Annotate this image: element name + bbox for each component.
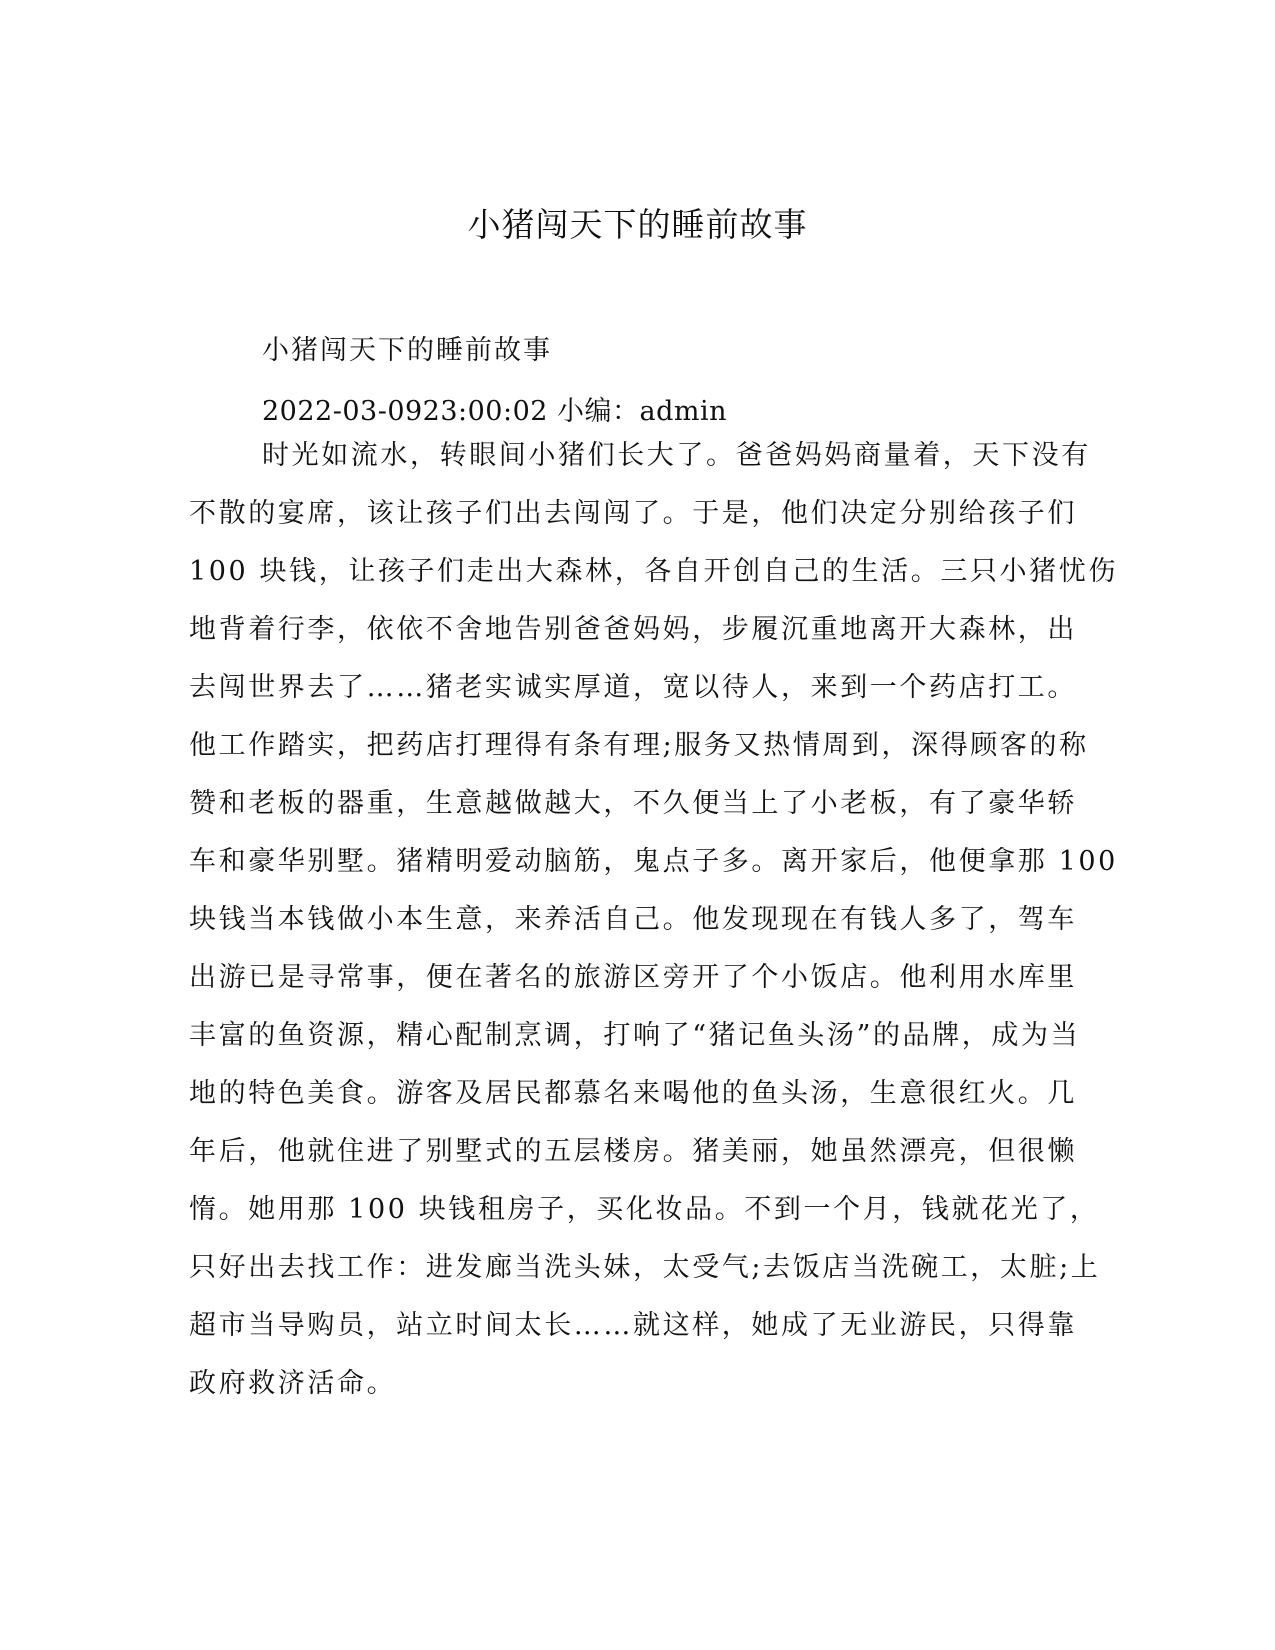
article-date-author: 2022-03-0923:00:02 小编：admin [262,396,728,427]
paragraph-line: 不散的宴席，该让孩子们出去闯闯了。于是，他们决定分别给孩子们 [189,498,1077,529]
paragraph-line: 出游已是寻常事，便在著名的旅游区旁开了个小饭店。他利用水库里 [189,962,1077,993]
paragraph-line: 地的特色美食。游客及居民都慕名来喝他的鱼头汤，生意很红火。几 [189,1078,1077,1109]
paragraph-line: 车和豪华别墅。猪精明爱动脑筋，鬼点子多。离开家后，他便拿那 100 [189,846,1118,877]
paragraph-line: 赞和老板的器重，生意越做越大，不久便当上了小老板，有了豪华轿 [189,788,1077,819]
article-title: 小猪闯天下的睡前故事 [262,335,552,366]
paragraph-line: 丰富的鱼资源，精心配制烹调，打响了“猪记鱼头汤”的品牌，成为当 [189,1020,1081,1051]
paragraph-line: 去闯世界去了……猪老实诚实厚道，宽以待人，来到一个药店打工。 [189,672,1077,703]
paragraph-line: 块钱当本钱做小本生意，来养活自己。他发现现在有钱人多了，驾车 [189,904,1077,935]
paragraph-line: 政府救济活命。 [189,1368,397,1399]
paragraph-line: 年后，他就住进了别墅式的五层楼房。猪美丽，她虽然漂亮，但很懒 [189,1136,1077,1167]
paragraph-line: 只好出去找工作：进发廊当洗头妹，太受气;去饭店当洗碗工，太脏;上 [189,1252,1101,1283]
paragraph-line: 惰。她用那 100 块钱租房子，买化妆品。不到一个月，钱就花光了， [189,1194,1100,1225]
paragraph-line: 100 块钱，让孩子们走出大森林，各自开创自己的生活。三只小猪忧伤 [189,556,1118,587]
paragraph-line: 时光如流水，转眼间小猪们长大了。爸爸妈妈商量着，天下没有 [262,440,1091,471]
paragraph-line: 地背着行李，依依不舍地告别爸爸妈妈，步履沉重地离开大森林，出 [189,614,1077,645]
paragraph-line: 他工作踏实，把药店打理得有条有理;服务又热情周到，深得顾客的称 [189,730,1089,761]
document-title: 小猪闯天下的睡前故事 [467,205,808,244]
paragraph-line: 超市当导购员，站立时间太长……就这样，她成了无业游民，只得靠 [189,1310,1077,1341]
